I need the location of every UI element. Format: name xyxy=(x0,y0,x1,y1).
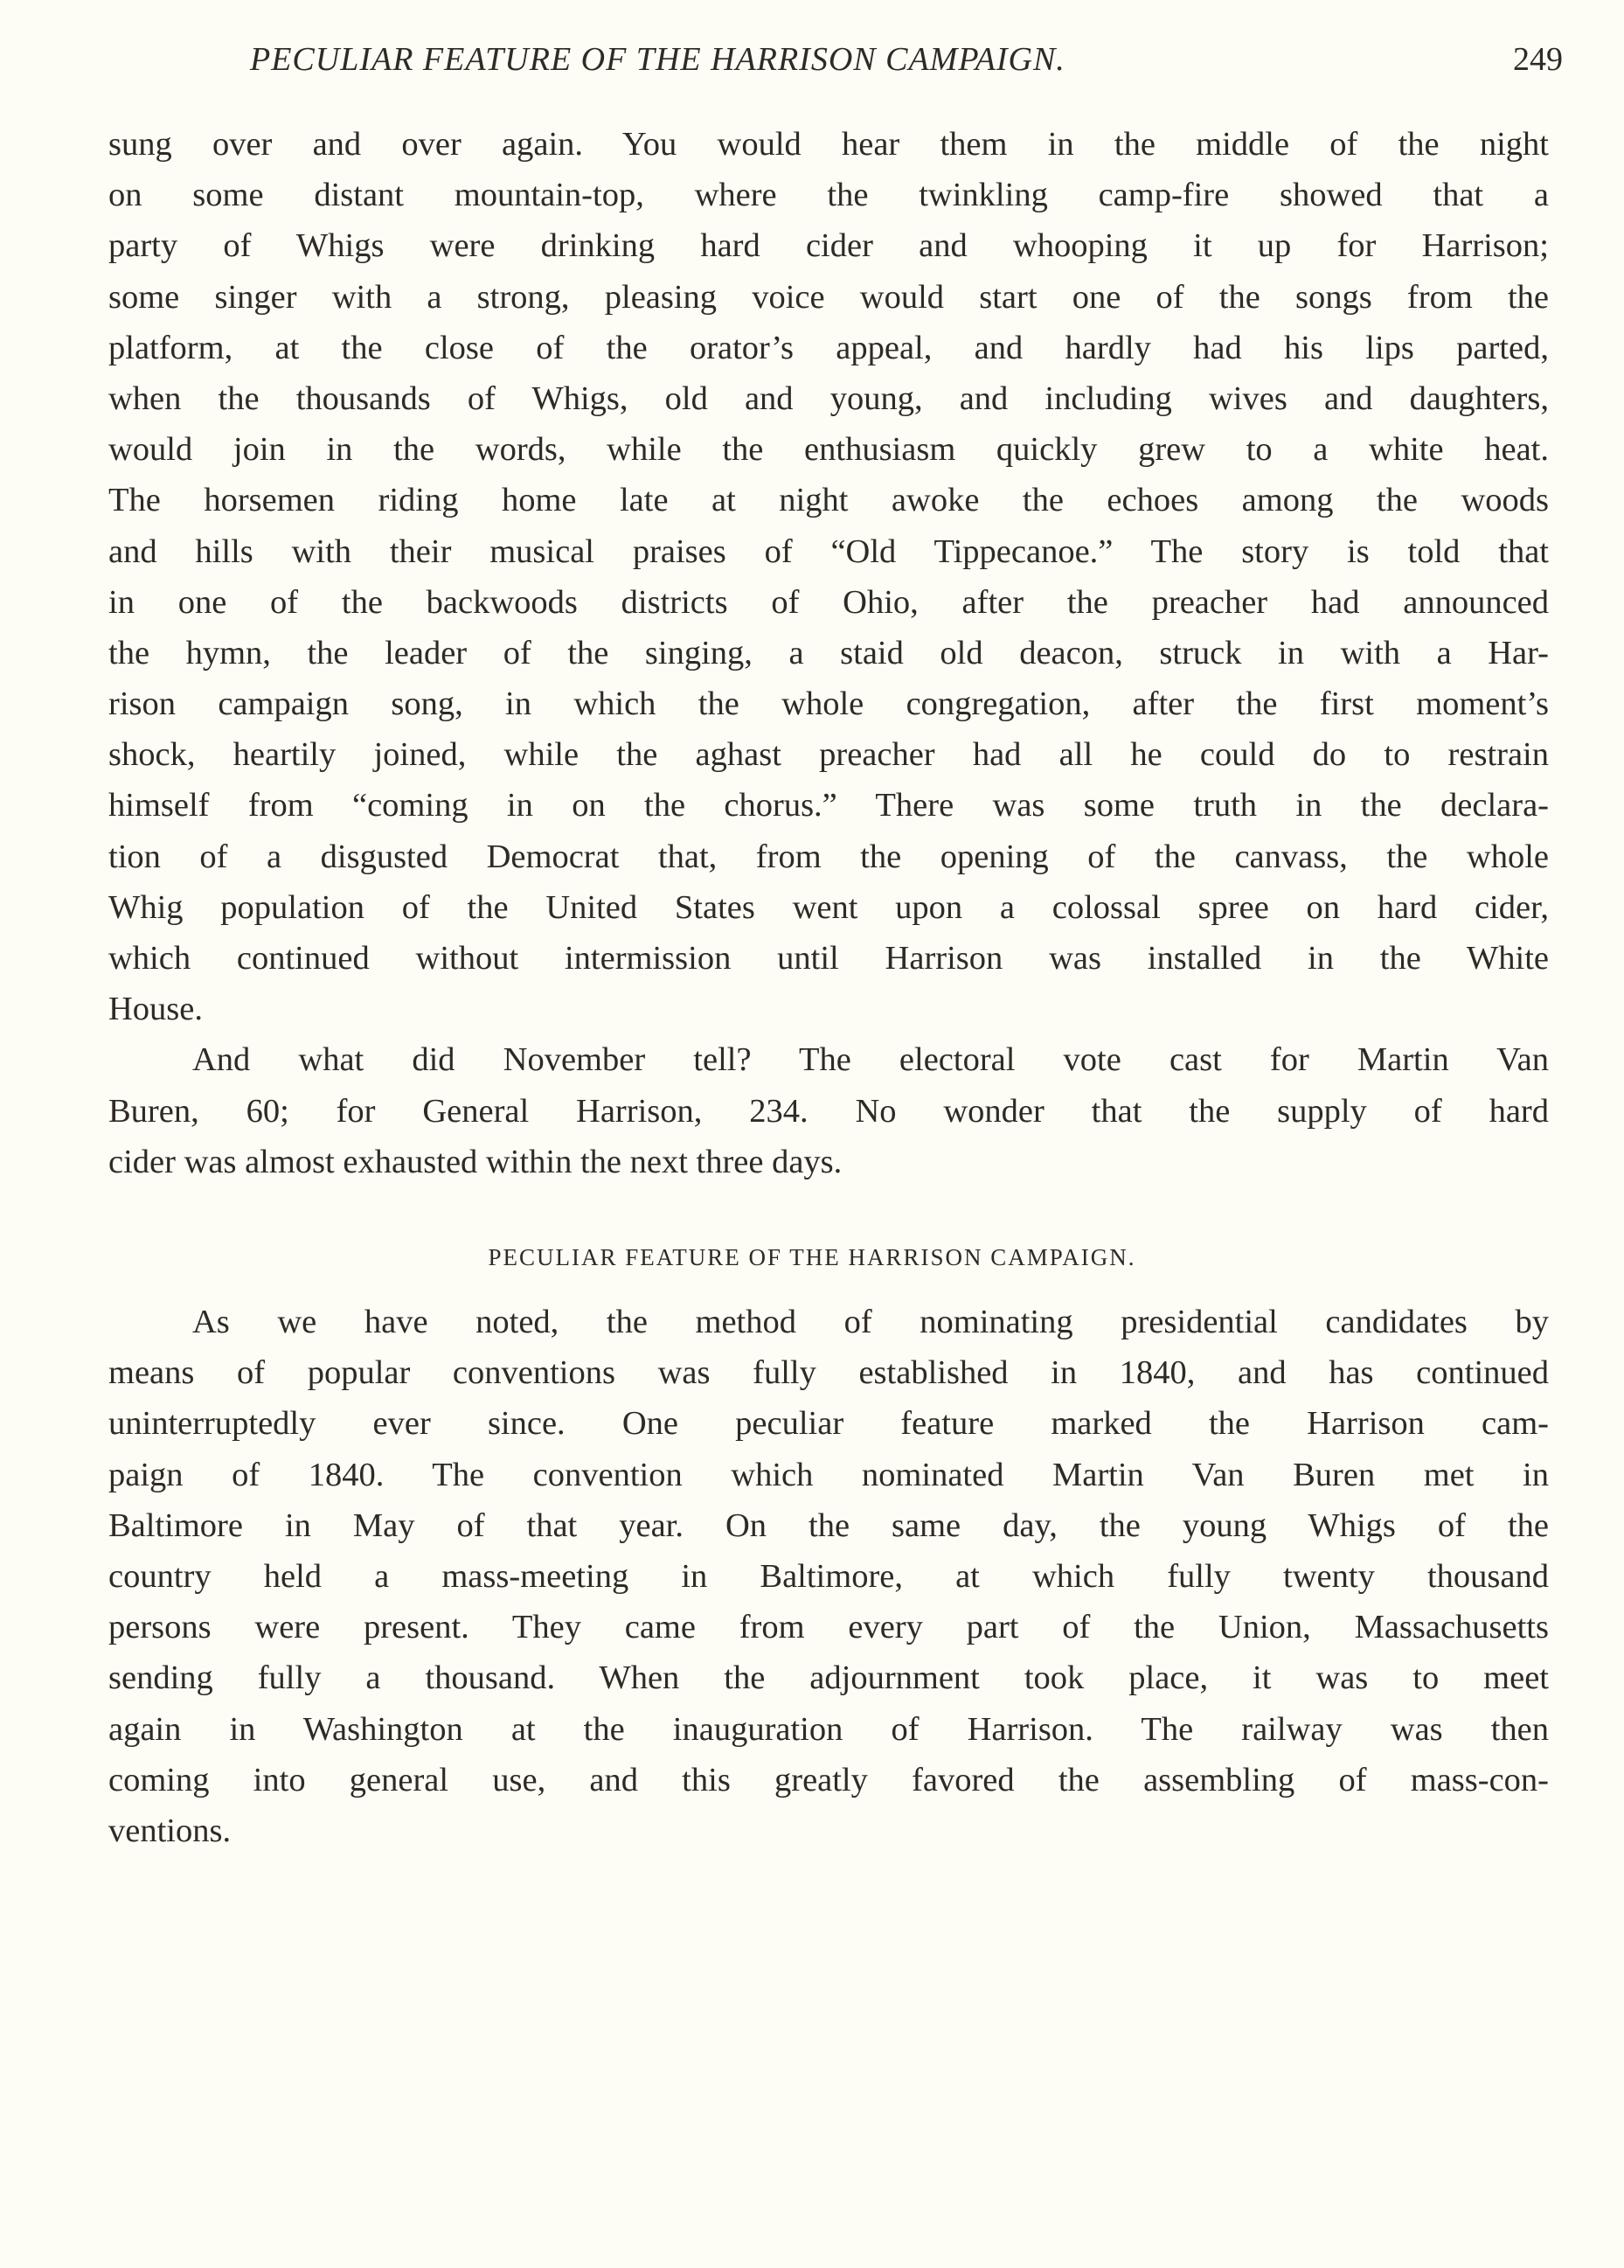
text-line: And what did November tell? The electoral vote cast for Martin Van xyxy=(192,1041,1549,1079)
text-line: party of Whigs were drinking hard cider and whooping it up for Harrison; xyxy=(108,227,1549,265)
text-line: would join in the words, while the enthusiasm quickly grew to a white heat. xyxy=(108,431,1549,469)
text-line: shock, heartily joined, while the aghast preacher had all he could do to restrain xyxy=(108,736,1549,774)
text-line: some singer with a strong, pleasing voice would start one of the songs from the xyxy=(108,278,1549,316)
text-line: platform, at the close of the orator’s appeal, and hardly had his lips parted, xyxy=(108,329,1549,366)
text-line: sung over and over again. You would hear them in the middle of the night xyxy=(108,126,1549,163)
text-line: House. xyxy=(108,991,203,1028)
text-line: country held a mass-meeting in Baltimore, at which fully twenty thousand xyxy=(108,1557,1549,1595)
text-line: cider was almost exhausted within the next three days. xyxy=(108,1143,843,1180)
text-line: when the thousands of Whigs, old and young, and including wives and daughters, xyxy=(108,379,1549,417)
text-line: coming into general use, and this greatly favored the assembling of mass-con- xyxy=(108,1761,1549,1798)
paragraph-1 xyxy=(108,119,1549,1187)
text-line: tion of a disgusted Democrat that, from the opening of the canvass, the whole xyxy=(108,838,1549,875)
text-line: sending fully a thousand. When the adjournment took place, it was to meet xyxy=(108,1659,1549,1697)
running-title: PECULIAR FEATURE OF THE HARRISON CAMPAIGN. xyxy=(250,41,1065,78)
text-line: rison campaign song, in which the whole congregation, after the first moment’s xyxy=(108,685,1549,723)
text-line: As we have noted, the method of nominating presidential candidates by xyxy=(192,1304,1549,1340)
text-line: again in Washington at the inauguration of Harrison. The railway was then xyxy=(108,1710,1549,1748)
text-line: persons were present. They came from every part of the Union, Massachusetts xyxy=(108,1609,1549,1646)
text-line: ventions. xyxy=(108,1812,232,1849)
text-line: the hymn, the leader of the singing, a staid old deacon, struck in with a Har- xyxy=(108,634,1549,671)
text-line: Buren, 60; for General Harrison, 234. No wonder that the supply of hard xyxy=(108,1092,1549,1130)
text-line: on some distant mountain-top, where the twinkling camp-fire showed that a xyxy=(108,177,1549,214)
text-line: and hills with their musical praises of “Old Tippecanoe.” The story is told that xyxy=(108,532,1549,570)
text-line: Whig population of the United States went upon a colossal spree on hard cider, xyxy=(108,888,1549,926)
text-line: in one of the backwoods districts of Ohio, after the preacher had announced xyxy=(108,583,1549,621)
text-line: which continued without intermission until Harrison was installed in the White xyxy=(108,940,1549,977)
text-line: means of popular conventions was fully established in 1840, and has continued xyxy=(108,1354,1549,1392)
text-line: Baltimore in May of that year. On the same day, the young Whigs of the xyxy=(108,1506,1549,1544)
text-line: The horsemen riding home late at night awoke the echoes among the woods xyxy=(108,482,1549,519)
text-line: himself from “coming in on the chorus.” There was some truth in the declara- xyxy=(108,787,1549,824)
text-line: uninterruptedly ever since. One peculiar feature marked the Harrison cam- xyxy=(108,1405,1549,1443)
running-header xyxy=(0,40,1624,84)
section-heading: PECULIAR FEATURE OF THE HARRISON CAMPAIGN. xyxy=(488,1244,1136,1270)
page-number: 249 xyxy=(1513,41,1563,78)
text-line: paign of 1840. The convention which nominated Martin Van Buren met in xyxy=(108,1456,1549,1493)
paragraph-3 xyxy=(108,1297,1549,1856)
